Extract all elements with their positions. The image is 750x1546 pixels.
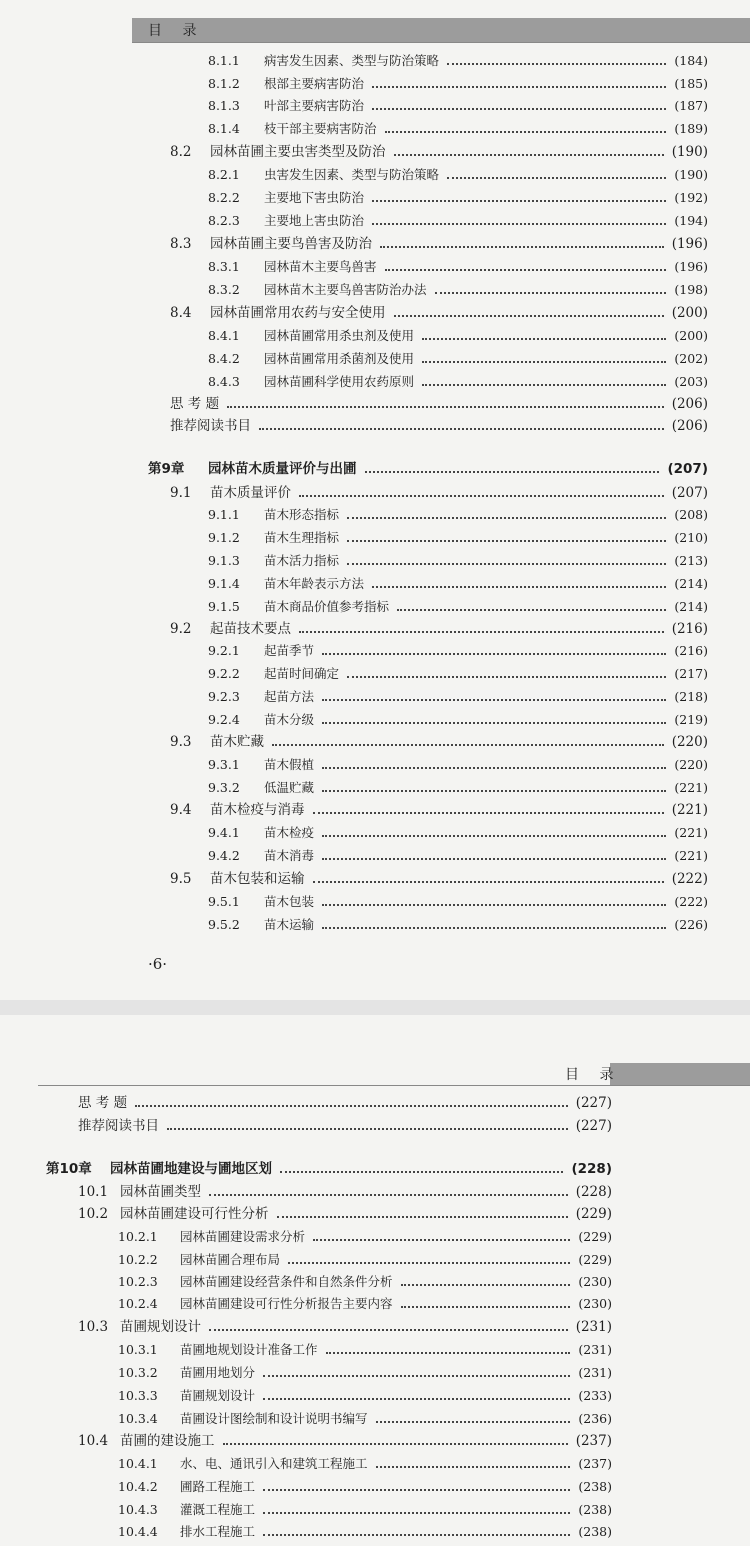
toc-entry-number: 10.4: [78, 1433, 109, 1449]
toc-entry-number: 9.4.1: [208, 825, 240, 840]
toc-entry-title: 水、电、通讯引入和建筑工程施工: [180, 1456, 368, 1471]
dot-leader: [435, 292, 667, 294]
toc-entry-number: 8.1.2: [208, 76, 240, 91]
toc-entry-number: 9.1.5: [208, 599, 240, 614]
dot-leader: [372, 200, 666, 202]
toc-entry-title: 苗木年龄表示方法: [264, 576, 365, 591]
toc-entry-number: 8.2.2: [208, 190, 240, 205]
toc-entry-row: [118, 1360, 612, 1382]
toc-page-lower: [0, 1015, 750, 1546]
toc-entry-page: (198): [674, 282, 708, 297]
toc-entry-number: 10.2.2: [118, 1252, 158, 1267]
toc-entry-row: [118, 1291, 612, 1313]
toc-entry-title: 排水工程施工: [180, 1524, 256, 1539]
toc-entry-row: [208, 48, 708, 70]
toc-entry-page: (207): [667, 461, 708, 477]
toc-entry-page: (218): [674, 689, 708, 704]
toc-entry-row: [208, 820, 708, 842]
toc-entry-row: [208, 594, 708, 616]
dot-leader: [422, 384, 666, 386]
toc-entry-page: (228): [575, 1184, 612, 1200]
dot-leader: [263, 1489, 570, 1491]
dot-leader: [376, 1421, 571, 1423]
toc-entry-page: (231): [578, 1342, 612, 1357]
toc-entry-title: 园林苗圃建设可行性分析报告主要内容: [180, 1296, 393, 1311]
toc-entry-number: 10.2.3: [118, 1274, 158, 1289]
dot-leader: [380, 246, 664, 248]
toc-entry-title: 苗木活力指标: [264, 553, 340, 568]
toc-entry-page: (187): [674, 98, 708, 113]
toc-entry-number: 10.4.2: [118, 1479, 158, 1494]
toc-entry-page: (233): [578, 1388, 612, 1403]
toc-entry-title: 灌溉工程施工: [180, 1502, 256, 1517]
dot-leader: [313, 812, 664, 814]
toc-entry-row: [78, 1201, 612, 1223]
toc-entry-title: 苗木检疫: [264, 825, 315, 840]
toc-entry-row: [208, 707, 708, 729]
dot-leader: [347, 563, 666, 565]
toc-entry-number: 9.3.1: [208, 757, 240, 772]
toc-entry-number: 8.1.1: [208, 53, 240, 68]
header-rule: [132, 42, 750, 43]
header-tab: [610, 1063, 750, 1085]
toc-entry-row: [170, 231, 708, 253]
toc-entry-page: (221): [674, 848, 708, 863]
dot-leader: [372, 223, 666, 225]
toc-entry-page: (229): [578, 1252, 612, 1267]
toc-entry-page: (206): [671, 396, 708, 412]
dot-leader: [322, 904, 666, 906]
toc-entry-number: 9.1.2: [208, 530, 240, 545]
toc-entry-row: [208, 323, 708, 345]
toc-entry-row: [208, 661, 708, 683]
toc-entry-title: 苗木分级: [264, 712, 315, 727]
dot-leader: [322, 790, 666, 792]
dot-leader: [299, 631, 664, 633]
toc-entry-number: 8.4.1: [208, 328, 240, 343]
toc-entry-page: (210): [674, 530, 708, 545]
toc-entry-page: (238): [578, 1479, 612, 1494]
toc-entry-page: (230): [578, 1296, 612, 1311]
dot-leader: [223, 1443, 568, 1445]
dot-leader: [263, 1398, 570, 1400]
toc-entry-title: 思 考 题: [78, 1095, 128, 1111]
toc-entry-number: 9.2.3: [208, 689, 240, 704]
toc-entry-row: [208, 889, 708, 911]
toc-entry-number: 8.4.2: [208, 351, 240, 366]
toc-entry-row: [170, 729, 708, 751]
dot-leader: [227, 406, 664, 408]
toc-entry-title: 园林苗木主要鸟兽害防治办法: [264, 282, 427, 297]
dot-leader: [385, 131, 667, 133]
dot-leader: [313, 1239, 570, 1241]
toc-entry-page: (228): [571, 1161, 612, 1177]
toc-entry-row: [78, 1113, 612, 1135]
toc-entry-row: [78, 1179, 612, 1201]
toc-entry-row: [118, 1383, 612, 1405]
toc-entry-row: [208, 775, 708, 797]
toc-entry-number: 9.4: [170, 802, 192, 818]
toc-entry-row: [170, 413, 708, 435]
toc-entry-page: (208): [674, 507, 708, 522]
toc-entry-page: (192): [674, 190, 708, 205]
dot-leader: [209, 1329, 568, 1331]
toc-entry-page: (214): [674, 576, 708, 591]
toc-entry-title: 低温贮藏: [264, 780, 315, 795]
toc-entry-number: 9.2: [170, 621, 192, 637]
dot-leader: [259, 428, 664, 430]
dot-leader: [372, 86, 666, 88]
toc-entry-title: 园林苗木质量评价与出圃: [208, 461, 357, 477]
toc-entry-number: 8.2.3: [208, 213, 240, 228]
toc-entry-page: (238): [578, 1502, 612, 1517]
toc-entry-number: 9.4.2: [208, 848, 240, 863]
toc-entry-number: 10.3.3: [118, 1388, 158, 1403]
dot-leader: [347, 517, 666, 519]
dot-leader: [385, 269, 667, 271]
toc-entry-row: [208, 525, 708, 547]
dot-leader: [167, 1128, 568, 1130]
toc-entry-page: (216): [674, 643, 708, 658]
toc-entry-number: 8.4: [170, 305, 192, 321]
dot-leader: [263, 1512, 570, 1514]
dot-leader: [447, 177, 666, 179]
toc-entry-number: 9.5: [170, 871, 192, 887]
dot-leader: [322, 722, 666, 724]
toc-entry-title: 苗木质量评价: [210, 485, 291, 501]
dot-leader: [376, 1466, 571, 1468]
dot-leader: [322, 767, 666, 769]
toc-entry-title: 园林苗圃科学使用农药原则: [264, 374, 415, 389]
toc-entry-row: [208, 346, 708, 368]
toc-entry-row: [208, 502, 708, 524]
dot-leader: [322, 858, 666, 860]
toc-entry-page: (207): [671, 485, 708, 501]
toc-entry-row: [118, 1337, 612, 1359]
dot-leader: [209, 1194, 568, 1196]
toc-entry-page: (194): [674, 213, 708, 228]
dot-leader: [447, 63, 666, 65]
toc-entry-row: [208, 254, 708, 276]
toc-entry-row: [208, 277, 708, 299]
toc-entry-title: 苗圃规划设计: [120, 1319, 201, 1335]
toc-entry-title: 苗木生理指标: [264, 530, 340, 545]
toc-entry-row: [118, 1247, 612, 1269]
toc-entry-page: (220): [674, 757, 708, 772]
toc-entry-number: 10.3.4: [118, 1411, 158, 1426]
toc-entry-row: [208, 571, 708, 593]
toc-entry-number: 8.2.1: [208, 167, 240, 182]
toc-entry-title: 园林苗圃常用杀菌剂及使用: [264, 351, 415, 366]
toc-entry-page: (237): [575, 1433, 612, 1449]
dot-leader: [263, 1534, 570, 1536]
toc-entry-page: (200): [674, 328, 708, 343]
toc-entry-title: 起苗时间确定: [264, 666, 340, 681]
toc-entry-page: (203): [674, 374, 708, 389]
toc-entry-number: 10.2.1: [118, 1229, 158, 1244]
toc-entry-row: [78, 1090, 612, 1112]
toc-entry-page: (190): [674, 167, 708, 182]
toc-entry-row: [208, 116, 708, 138]
toc-entry-page: (229): [575, 1206, 612, 1222]
toc-entry-title: 思 考 题: [170, 396, 220, 412]
toc-entry-row: [208, 638, 708, 660]
toc-entry-number: 9.2.2: [208, 666, 240, 681]
toc-entry-title: 推荐阅读书目: [170, 418, 251, 434]
toc-entry-row: [208, 71, 708, 93]
dot-leader: [322, 653, 666, 655]
toc-entry-title: 苗圃的建设施工: [120, 1433, 215, 1449]
toc-entry-row: [118, 1224, 612, 1246]
toc-entry-title: 苗木消毒: [264, 848, 315, 863]
toc-entry-number: 9.5.2: [208, 917, 240, 932]
toc-entry-page: (196): [674, 259, 708, 274]
toc-entry-title: 园林苗圃建设可行性分析: [120, 1206, 269, 1222]
toc-entry-title: 起苗方法: [264, 689, 315, 704]
dot-leader: [135, 1105, 568, 1107]
toc-entry-title: 苗木商品价值参考指标: [264, 599, 390, 614]
toc-chapter-row: [46, 1156, 612, 1178]
toc-entry-title: 园林苗圃建设需求分析: [180, 1229, 306, 1244]
toc-entry-number: 9.2.4: [208, 712, 240, 727]
toc-entry-title: 起苗季节: [264, 643, 315, 658]
dot-leader: [397, 609, 666, 611]
toc-entry-title: 主要地上害虫防治: [264, 213, 365, 228]
toc-entry-title: 园林苗圃主要鸟兽害及防治: [210, 236, 372, 252]
dot-leader: [322, 835, 666, 837]
toc-entry-page: (230): [578, 1274, 612, 1289]
toc-entry-title: 苗木检疫与消毒: [210, 802, 305, 818]
toc-entry-row: [170, 797, 708, 819]
toc-entry-row: [118, 1474, 612, 1496]
toc-entry-number: 9.5.1: [208, 894, 240, 909]
toc-entry-page: (227): [575, 1095, 612, 1111]
toc-entry-number: 10.4.3: [118, 1502, 158, 1517]
toc-entry-number: 第9章: [148, 461, 185, 477]
toc-entry-row: [170, 300, 708, 322]
toc-entry-row: [118, 1497, 612, 1519]
toc-entry-title: 苗木包装: [264, 894, 315, 909]
dot-leader: [372, 108, 666, 110]
dot-leader: [347, 540, 666, 542]
toc-entry-title: 园林苗圃常用农药与安全使用: [210, 305, 386, 321]
dot-leader: [422, 338, 666, 340]
toc-entry-page: (221): [671, 802, 708, 818]
toc-entry-title: 根部主要病害防治: [264, 76, 365, 91]
dot-leader: [322, 699, 666, 701]
dot-leader: [394, 154, 664, 156]
toc-entry-title: 园林苗圃类型: [120, 1184, 201, 1200]
toc-entry-row: [208, 185, 708, 207]
dot-leader: [263, 1375, 570, 1377]
toc-entry-number: 10.1: [78, 1184, 109, 1200]
toc-entry-page: (216): [671, 621, 708, 637]
dot-leader: [272, 744, 664, 746]
dot-leader: [401, 1284, 571, 1286]
toc-entry-number: 10.3: [78, 1319, 109, 1335]
toc-entry-title: 苗木运输: [264, 917, 315, 932]
toc-entry-page: (222): [674, 894, 708, 909]
toc-entry-number: 10.2.4: [118, 1296, 158, 1311]
toc-entry-row: [208, 93, 708, 115]
toc-entry-title: 苗木贮藏: [210, 734, 264, 750]
dot-leader: [299, 495, 664, 497]
toc-entry-row: [170, 616, 708, 638]
toc-entry-page: (189): [674, 121, 708, 136]
toc-entry-page: (229): [578, 1229, 612, 1244]
toc-entry-page: (237): [578, 1456, 612, 1471]
toc-entry-title: 苗圃设计图绘制和设计说明书编写: [180, 1411, 368, 1426]
toc-entry-page: (190): [671, 144, 708, 160]
toc-entry-page: (227): [575, 1118, 612, 1134]
toc-entry-number: 8.1.4: [208, 121, 240, 136]
dot-leader: [372, 586, 666, 588]
toc-entry-page: (226): [674, 917, 708, 932]
toc-entry-number: 10.3.1: [118, 1342, 158, 1357]
toc-entry-page: (221): [674, 780, 708, 795]
toc-entry-title: 主要地下害虫防治: [264, 190, 365, 205]
toc-entry-number: 第10章: [46, 1161, 92, 1177]
toc-entry-title: 苗圃规划设计: [180, 1388, 256, 1403]
toc-entry-title: 园林苗圃建设经营条件和自然条件分析: [180, 1274, 393, 1289]
toc-entry-row: [170, 866, 708, 888]
toc-entry-title: 园林苗圃主要虫害类型及防治: [210, 144, 386, 160]
dot-leader: [277, 1216, 568, 1218]
toc-entry-row: [118, 1451, 612, 1473]
toc-entry-number: 8.3.2: [208, 282, 240, 297]
toc-entry-page: (196): [671, 236, 708, 252]
toc-entry-row: [170, 391, 708, 413]
toc-entry-number: 8.4.3: [208, 374, 240, 389]
dot-leader: [326, 1352, 571, 1354]
toc-entry-row: [118, 1269, 612, 1291]
toc-entry-title: 苗木假植: [264, 757, 315, 772]
dot-leader: [280, 1171, 563, 1173]
toc-entry-number: 10.4.4: [118, 1524, 158, 1539]
toc-entry-row: [208, 548, 708, 570]
toc-entry-page: (220): [671, 734, 708, 750]
toc-entry-row: [208, 162, 708, 184]
dot-leader: [394, 315, 664, 317]
toc-entry-page: (236): [578, 1411, 612, 1426]
toc-entry-title: 起苗技术要点: [210, 621, 291, 637]
toc-entry-row: [118, 1406, 612, 1428]
toc-entry-number: 9.3: [170, 734, 192, 750]
toc-entry-number: 8.3: [170, 236, 192, 252]
toc-entry-page: (200): [671, 305, 708, 321]
dot-leader: [322, 927, 666, 929]
toc-entry-title: 苗木包装和运输: [210, 871, 305, 887]
toc-entry-page: (238): [578, 1524, 612, 1539]
toc-entry-page: (206): [671, 418, 708, 434]
toc-entry-row: [208, 369, 708, 391]
toc-entry-number: 8.3.1: [208, 259, 240, 274]
toc-entry-page: (202): [674, 351, 708, 366]
toc-entry-row: [208, 912, 708, 934]
toc-entry-page: (184): [674, 53, 708, 68]
toc-entry-number: 9.3.2: [208, 780, 240, 795]
toc-entry-page: (231): [578, 1365, 612, 1380]
dot-leader: [313, 881, 664, 883]
toc-entry-number: 8.2: [170, 144, 192, 160]
toc-entry-number: 8.1.3: [208, 98, 240, 113]
header-title: 目 录: [565, 1067, 622, 1083]
toc-entry-number: 9.1: [170, 485, 192, 501]
header-rule: [38, 1085, 750, 1086]
toc-entry-row: [78, 1314, 612, 1336]
toc-entry-number: 9.2.1: [208, 643, 240, 658]
toc-entry-page: (214): [674, 599, 708, 614]
toc-entry-title: 园林苗圃常用杀虫剂及使用: [264, 328, 415, 343]
dot-leader: [422, 361, 666, 363]
toc-entry-title: 推荐阅读书目: [78, 1118, 159, 1134]
toc-entry-row: [208, 208, 708, 230]
toc-entry-page: (213): [674, 553, 708, 568]
toc-entry-page: (221): [674, 825, 708, 840]
dot-leader: [365, 471, 660, 473]
dot-leader: [401, 1306, 571, 1308]
page-number: ·6·: [148, 955, 168, 973]
toc-entry-number: 10.2: [78, 1206, 109, 1222]
toc-entry-row: [208, 684, 708, 706]
toc-entry-title: 病害发生因素、类型与防治策略: [264, 53, 440, 68]
toc-entry-row: [170, 139, 708, 161]
toc-entry-title: 园林苗圃地建设与圃地区划: [110, 1161, 272, 1177]
toc-entry-row: [170, 480, 708, 502]
toc-entry-page: (219): [674, 712, 708, 727]
toc-entry-title: 叶部主要病害防治: [264, 98, 365, 113]
dot-leader: [288, 1262, 570, 1264]
header-tab: [132, 18, 750, 42]
toc-entry-title: 园林苗圃合理布局: [180, 1252, 281, 1267]
toc-entry-row: [118, 1519, 612, 1541]
toc-entry-page: (222): [671, 871, 708, 887]
toc-entry-title: 园林苗木主要鸟兽害: [264, 259, 377, 274]
toc-entry-page: (217): [674, 666, 708, 681]
toc-entry-number: 9.1.4: [208, 576, 240, 591]
toc-entry-title: 枝干部主要病害防治: [264, 121, 377, 136]
toc-entry-page: (231): [575, 1319, 612, 1335]
toc-entry-number: 9.1.1: [208, 507, 240, 522]
toc-entry-row: [208, 843, 708, 865]
toc-entry-title: 圃路工程施工: [180, 1479, 256, 1494]
toc-entry-title: 苗木形态指标: [264, 507, 340, 522]
toc-chapter-row: [148, 456, 708, 478]
header-title: 目 录: [148, 23, 205, 39]
toc-entry-number: 10.3.2: [118, 1365, 158, 1380]
toc-entry-row: [78, 1428, 612, 1450]
toc-entry-title: 苗圃地规划设计准备工作: [180, 1342, 318, 1357]
toc-entry-number: 9.1.3: [208, 553, 240, 568]
dot-leader: [347, 676, 666, 678]
toc-entry-number: 10.4.1: [118, 1456, 158, 1471]
toc-entry-page: (185): [674, 76, 708, 91]
toc-entry-title: 苗圃用地划分: [180, 1365, 256, 1380]
toc-entry-row: [208, 752, 708, 774]
toc-entry-title: 虫害发生因素、类型与防治策略: [264, 167, 440, 182]
